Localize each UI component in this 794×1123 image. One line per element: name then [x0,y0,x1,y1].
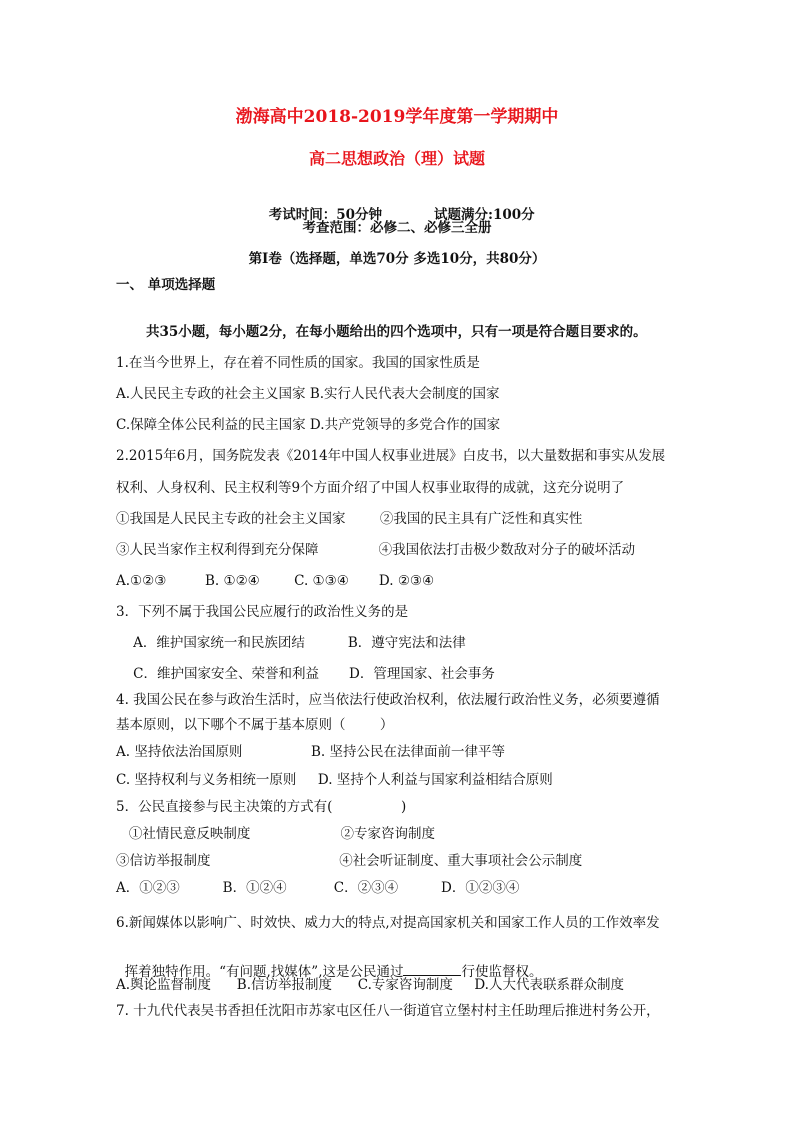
question-1-stem: 1.在当今世界上，存在着不同性质的国家。我国的国家性质是 [116,355,480,371]
question-6-option-line: A.舆论监督制度 B.信访举报制度 C.专家咨询制度 D.人大代表联系群众制度 [116,977,624,993]
section-intro: 共35小题，每小题2分，在每小题给出的四个选项中，只有一项是符合题目要求的。 [146,324,647,340]
question-5-statement-line: ③信访举报制度 ④社会听证制度、重大事项社会公示制度 [116,853,583,869]
question-3-option-line: A．维护国家统一和民族团结 B．遵守宪法和法律 [116,635,466,651]
question-2-stem: 2.2015年6月，国务院发表《2014年中国人权事业进展》白皮书，以大量数据和事实从发展 [116,448,666,464]
question-2-statement-line: ①我国是人民民主专政的社会主义国家 ②我国的民主具有广泛性和真实性 [116,511,583,527]
question-7-stem: 7. 十九代代表吴书香担任沈阳市苏家屯区任八一街道官立堡村村主任助理后推进村务公开， [116,1003,660,1019]
exam-time: 考试时间：50分钟 [268,207,383,223]
answer-blank [403,963,461,976]
exam-title: 渤海高中2018-2019学年度第一学期期中 [235,107,559,127]
question-2-statement-line: ③人民当家作主权利得到充分保障 ④我国依法打击极少数敌对分子的破坏活动 [116,542,636,558]
question-3-stem: 3．下列不属于我国公民应履行的政治性义务的是 [116,604,409,620]
exam-subtitle: 高二思想政治（理）试题 [308,149,485,168]
question-4-option-line: A. 坚持依法治国原则 B. 坚持公民在法律面前一律平等 [116,744,505,760]
question-5-statement-line: ①社情民意反映制度 ②专家咨询制度 [116,826,435,842]
question-6-text-before-blank: 挥着独特作用。“有问题,找媒体”,这是公民通过 [124,964,404,980]
question-5-option-line: A．①②③ B．①②④ C．②③④ D．①②③④ [116,880,520,896]
question-2-option-line: A.①②③ B. ①②④ C. ①③④ D. ②③④ [116,573,435,589]
question-1-option-line: A.人民民主专政的社会主义国家 B.实行人民代表大会制度的国家 [116,386,500,402]
question-2-stem: 权利、人身权利、民主权利等9个方面介绍了中国人权事业取得的成就，这充分说明了 [116,480,625,496]
section-heading: 一、 单项选择题 [116,277,216,293]
question-6-stem: 6.新闻媒体以影响广、时效快、威力大的特点,对提高国家机关和国家工作人员的工作效率发 [116,915,660,931]
question-3-option-line: C．维护国家安全、荣誉和利益 D．管理国家、社会事务 [116,666,495,682]
question-4-stem: 基本原则，以下哪个不属于基本原则（ ） [116,717,394,733]
exam-scope: 考查范围：必修二、必修三全册 [302,220,492,236]
question-4-stem: 4. 我国公民在参与政治生活时，应当依法行使政治权利，依法履行政治性义务，必须要遵循 [116,692,660,708]
question-5-stem: 5．公民直接参与民主决策的方式有( ) [116,799,407,815]
question-1-option-line: C.保障全体公民利益的民主国家 D.共产党领导的多党合作的国家 [116,417,501,433]
volume-heading: 第Ⅰ卷（选择题，单选70分 多选10分，共80分） [248,251,546,267]
question-4-option-line: C. 坚持权利与义务相统一原则 D. 坚持个人利益与国家利益相结合原则 [116,772,553,788]
question-6-text-after-blank: 行使监督权。 [461,964,543,980]
total-score: 试题满分:100分 [434,207,535,223]
